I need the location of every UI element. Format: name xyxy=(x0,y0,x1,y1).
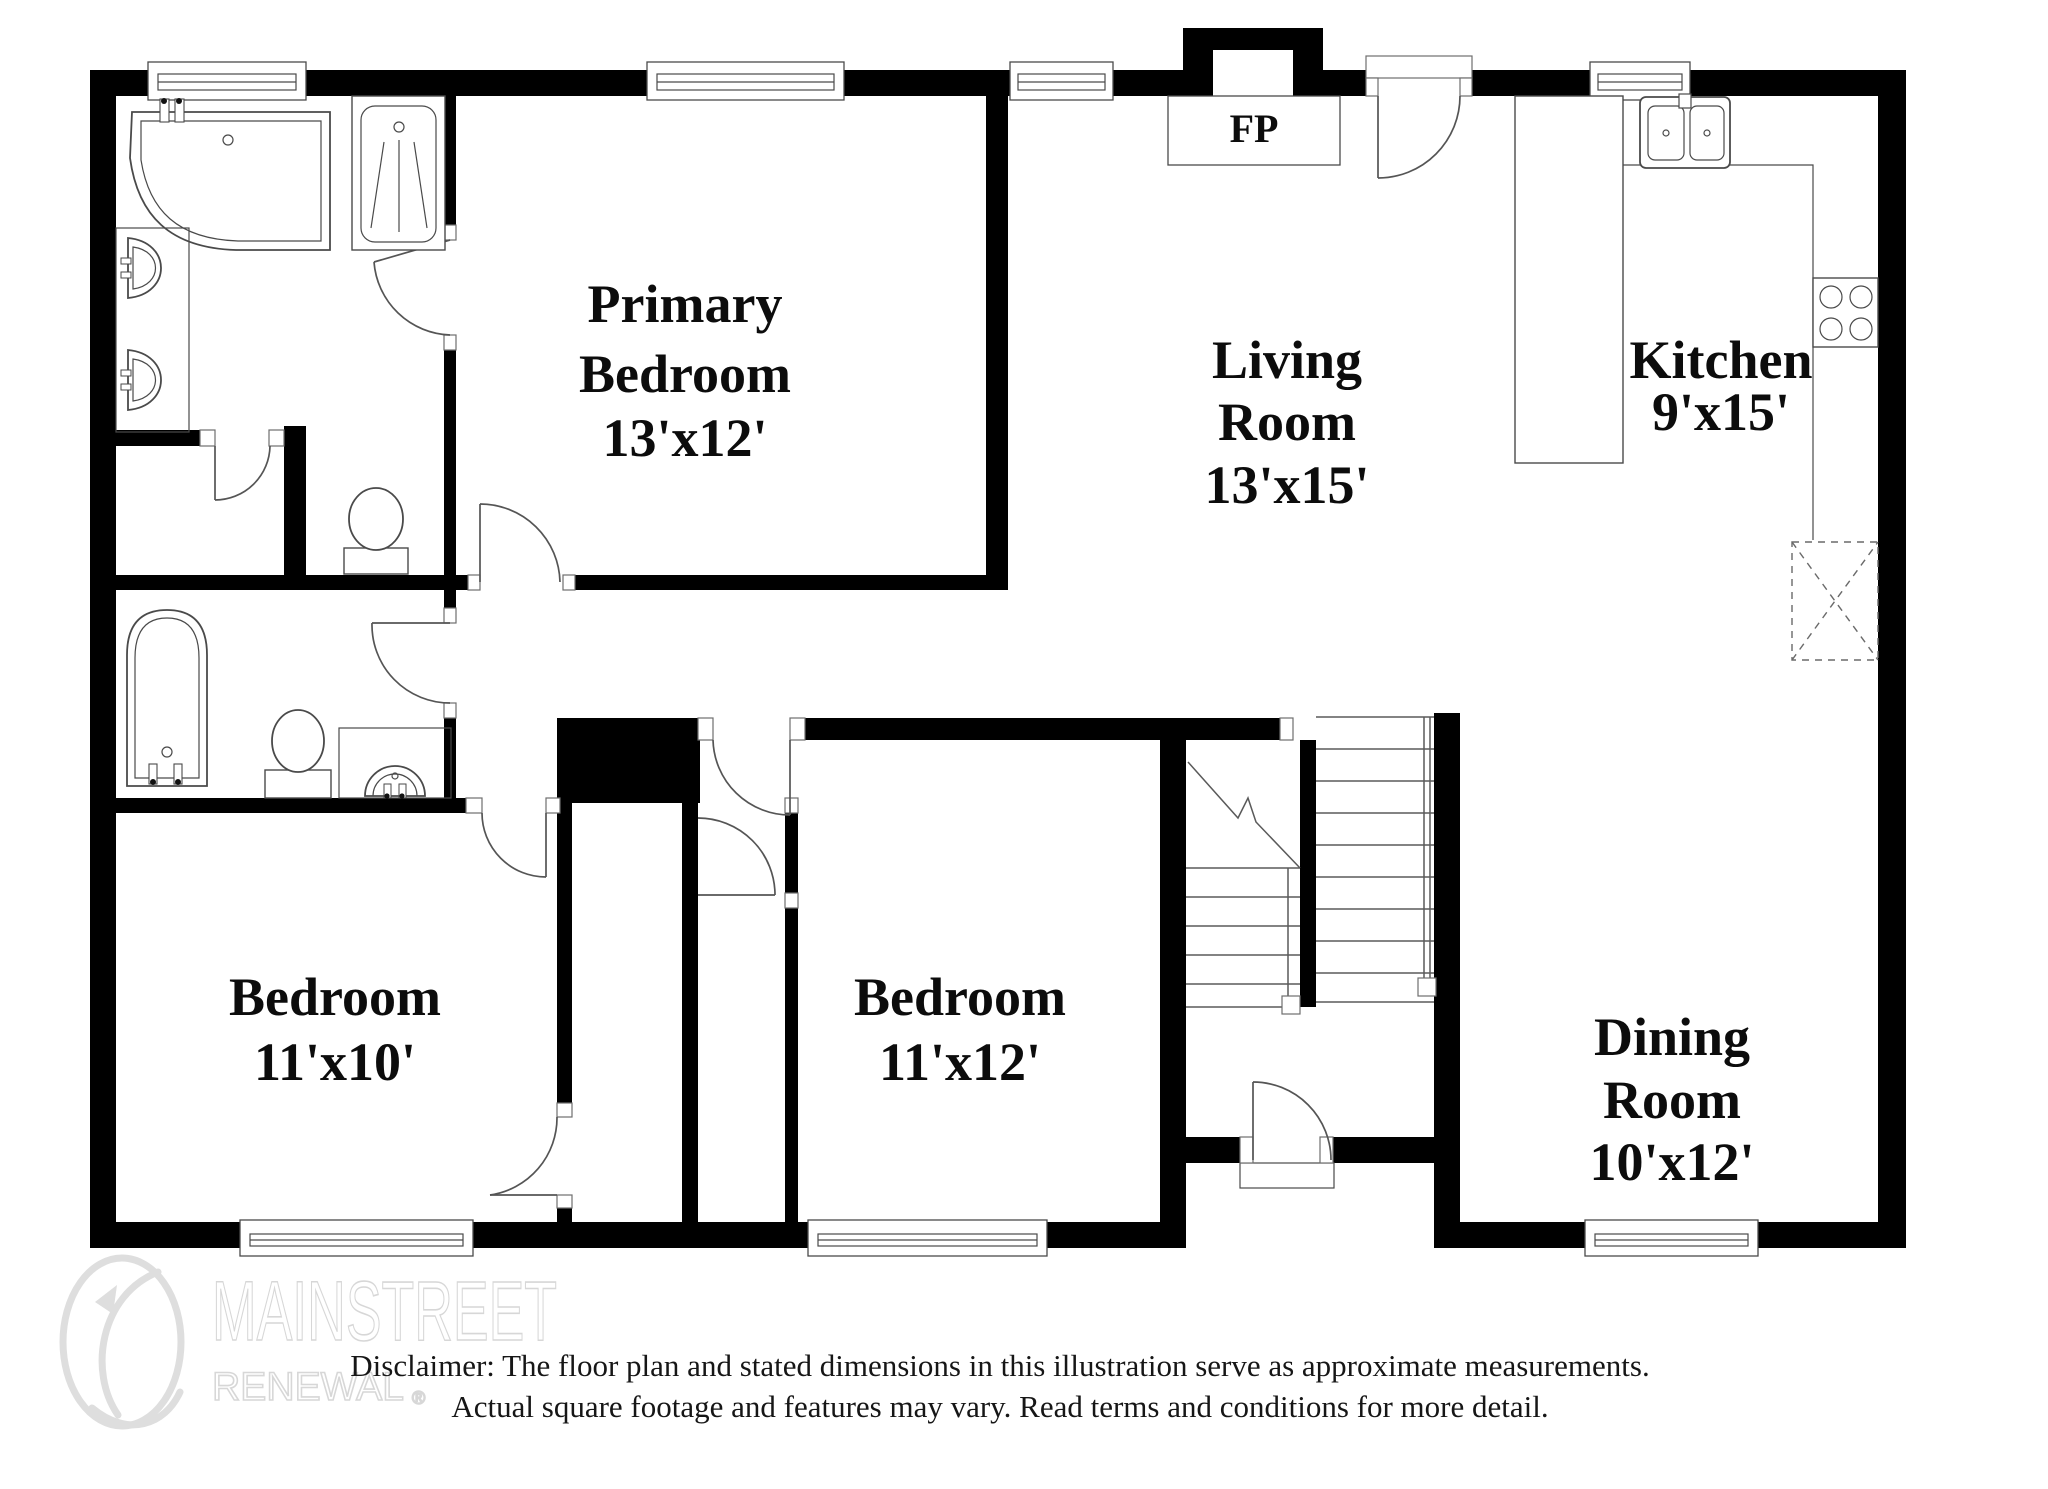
disclaimer xyxy=(350,1348,1649,1424)
entry-door-top xyxy=(1378,96,1460,178)
door-closet-bedroom2 xyxy=(698,818,775,895)
door-bedroom-11x12 xyxy=(713,740,790,815)
room-label-dining-room xyxy=(1589,1007,1754,1192)
fireplace xyxy=(1168,28,1340,165)
kitchen-sink xyxy=(1640,94,1730,168)
window-kitchen xyxy=(1590,62,1690,100)
doors xyxy=(215,96,1460,1195)
room-label-bedroom-11x12 xyxy=(854,967,1066,1092)
stove xyxy=(1813,278,1878,347)
door-primary-bedroom xyxy=(480,504,560,582)
svg-text:Dining: Dining xyxy=(1593,1007,1751,1067)
window-primary-bedroom xyxy=(647,62,844,100)
window-dining-room xyxy=(1585,1220,1758,1256)
stair-left-flight xyxy=(1186,762,1300,1014)
water-closet-toilet xyxy=(344,488,408,574)
window-bedroom-11x10 xyxy=(240,1220,473,1256)
primary-bath-fixtures xyxy=(116,96,445,574)
disclaimer-line-1: Disclaimer: The floor plan and stated dimensions in this illustration serve as approximate measurements. xyxy=(350,1348,1650,1383)
svg-text:Room: Room xyxy=(1603,1070,1741,1130)
svg-text:Room: Room xyxy=(1218,392,1356,452)
room-label-primary-bedroom xyxy=(579,274,791,468)
toilet xyxy=(265,710,331,798)
svg-text:11'x10': 11'x10' xyxy=(253,1032,417,1092)
kitchen-peninsula-counter xyxy=(1515,96,1623,463)
double-vanity xyxy=(116,228,189,432)
svg-text:13'x12': 13'x12' xyxy=(602,408,768,468)
svg-text:13'x15': 13'x15' xyxy=(1204,455,1370,515)
window-bedroom-11x12 xyxy=(808,1220,1047,1256)
svg-text:11'x12': 11'x12' xyxy=(878,1032,1042,1092)
watermark-text xyxy=(212,1264,557,1409)
svg-text:Kitchen: Kitchen xyxy=(1629,330,1813,390)
room-label-kitchen xyxy=(1630,330,1813,442)
svg-text:Bedroom: Bedroom xyxy=(229,967,441,1027)
fireplace-label: FP xyxy=(1229,106,1279,151)
room-label-bedroom-11x10 xyxy=(229,967,441,1092)
disclaimer-line-2: Actual square footage and features may vary. Read terms and conditions for more detail. xyxy=(451,1389,1549,1424)
svg-text:Bedroom: Bedroom xyxy=(579,344,791,404)
svg-text:9'x15': 9'x15' xyxy=(1651,382,1791,442)
registered-mark-icon: ® xyxy=(412,1388,426,1408)
watermark-brand: MAINSTREET xyxy=(212,1264,557,1358)
door-hall-bath xyxy=(372,623,450,703)
pedestal-sink xyxy=(339,728,451,799)
svg-text:Bedroom: Bedroom xyxy=(854,967,1066,1027)
door-bedroom-11x10 xyxy=(482,813,546,877)
watermark-logo xyxy=(63,1258,181,1426)
stair-right-flight xyxy=(1316,717,1436,1002)
front-stoop xyxy=(1240,1163,1334,1188)
refrigerator xyxy=(1792,542,1878,660)
bathtub xyxy=(127,610,207,786)
watermark-sub: RENEWAL xyxy=(212,1365,404,1409)
window-living-room xyxy=(1010,62,1113,100)
door-bath-to-closet xyxy=(215,446,270,500)
garden-tub xyxy=(130,98,330,250)
front-door xyxy=(1253,1082,1331,1160)
svg-text:Living: Living xyxy=(1211,330,1363,390)
hall-bath-fixtures xyxy=(127,610,451,799)
door-primary-to-bath xyxy=(374,240,450,335)
door-closet-bedroom1 xyxy=(490,1117,557,1195)
room-label-living-room xyxy=(1204,330,1369,515)
window-bath xyxy=(148,62,306,100)
svg-text:Primary: Primary xyxy=(587,274,783,334)
shower xyxy=(352,96,445,250)
svg-text:10'x12': 10'x12' xyxy=(1589,1132,1755,1192)
